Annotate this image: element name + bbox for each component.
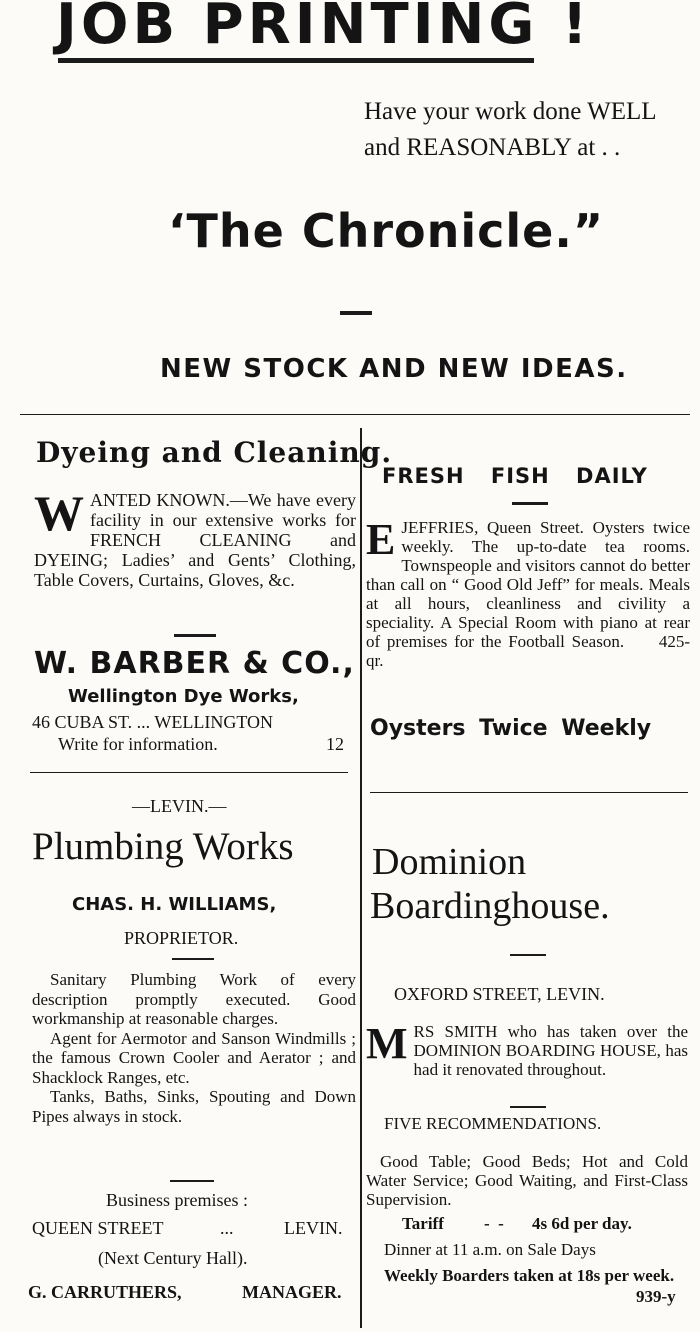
boarding-address: OXFORD STREET, LEVIN. (394, 984, 605, 1004)
fish-body-text: JEFFRIES, Queen Street. Oysters twice weekly. The up-to-date tea rooms. Townspeople and visitors cannot do better than call on “ Good Old Jeff” for meals. Meals at all hours, cleanliness and civility a speciality. A Special Room with piano at rear of premises for the Football Season. (366, 518, 690, 651)
plumbing-heading: Plumbing Works (32, 825, 294, 868)
boarding-heading-2: Boardinghouse. (370, 885, 610, 927)
plumbing-para-1: Sanitary Plumbing Work of every description promptly executed. Good workmanship at reasonable charges. (32, 970, 356, 1028)
dyeing-body (34, 485, 356, 590)
boarding-ref: 939-y (636, 1287, 676, 1306)
boarding-recommendations: Good Table; Good Beds; Hot and Cold Water Service; Good Waiting, and First-Class Supervision. (366, 1152, 688, 1209)
plumbing-proprietor-name: CHAS. H. WILLIAMS, (72, 894, 277, 915)
paper-name: ‘The Chronicle.” (168, 204, 605, 258)
boarding-divider (510, 954, 546, 956)
page-title: JOB PRINTING ! (56, 0, 592, 57)
dyeing-ref: 12 (326, 734, 344, 754)
header-line-2: and REASONABLY at . . (364, 134, 621, 161)
header-bottom-rule (20, 414, 690, 415)
boarding-tariff-label: Tariff (402, 1214, 444, 1233)
title-underline (58, 58, 534, 63)
boarding-rec-heading: FIVE RECOMMENDATIONS. (384, 1114, 602, 1133)
plumbing-premises-note: (Next Century Hall). (98, 1248, 248, 1268)
fish-body (366, 515, 691, 670)
boarding-heading-1: Dominion (372, 841, 527, 883)
plumbing-proprietor-title: PROPRIETOR. (124, 928, 239, 948)
boarding-tariff-value: 4s 6d per day. (532, 1214, 632, 1233)
fish-heading: FRESH FISH DAILY (382, 464, 648, 488)
plumbing-premises-label: Business premises : (106, 1190, 248, 1210)
plumbing-para-2: Agent for Aermotor and Sanson Windmills ; the famous Crown Cooler and Aerator ; and Shacklock Ranges, etc. (32, 1028, 356, 1087)
plumbing-premises-street: QUEEN STREET (32, 1218, 164, 1238)
plumbing-divider-2 (170, 1180, 214, 1182)
boarding-dropcap: M (366, 1019, 408, 1068)
dyeing-divider (174, 634, 216, 637)
dyeing-address: 46 CUBA ST. ... WELLINGTON (32, 712, 273, 732)
header-line-1: Have your work done WELL (364, 98, 657, 125)
fish-bottom-rule (370, 792, 688, 793)
plumbing-divider (172, 958, 214, 960)
fish-dropcap: E (366, 515, 396, 564)
fish-divider (512, 502, 548, 505)
plumbing-manager-name: G. CARRUTHERS, (28, 1282, 182, 1302)
plumbing-para-3: Tanks, Baths, Sinks, Spouting and Down Pipes always in stock. (32, 1087, 356, 1126)
fish-ref: 425-qr. (366, 632, 691, 670)
dyeing-bottom-rule (30, 772, 348, 773)
plumbing-premises-dots: ... (220, 1218, 234, 1238)
boarding-divider-2 (510, 1106, 546, 1108)
dyeing-write: Write for information. (58, 734, 218, 754)
dyeing-body-text: ANTED KNOWN.—We have every facility in our extensive works for FRENCH CLEANING and DYEING; Ladies’ and Gents’ Clothing, Table Covers, Curtains, Gloves, &c. (34, 490, 356, 590)
column-divider (360, 428, 362, 1328)
plumbing-body (32, 970, 356, 1126)
boarding-dinner: Dinner at 11 a.m. on Sale Days (384, 1240, 596, 1259)
dyeing-company: W. BARBER & CO., (34, 646, 355, 681)
slogan: NEW STOCK AND NEW IDEAS. (160, 354, 628, 384)
plumbing-manager-title: MANAGER. (242, 1282, 342, 1302)
boarding-weekly: Weekly Boarders taken at 18s per week. (384, 1266, 675, 1285)
boarding-body-text: RS SMITH who has taken over the DOMINION BOARDING HOUSE, has had it renovated throughout. (413, 1022, 688, 1079)
plumbing-town: —LEVIN.— (132, 796, 227, 816)
fish-footer: Oysters Twice Weekly (370, 716, 652, 741)
dyeing-dropcap: W (34, 485, 84, 541)
plumbing-premises-town: LEVIN. (284, 1218, 343, 1238)
dyeing-heading: Dyeing and Cleaning. (36, 436, 393, 469)
dyeing-works: Wellington Dye Works, (68, 686, 299, 707)
boarding-body (366, 1019, 688, 1079)
boarding-tariff-dashes: - - (484, 1214, 504, 1233)
paper-name-divider (340, 311, 372, 315)
